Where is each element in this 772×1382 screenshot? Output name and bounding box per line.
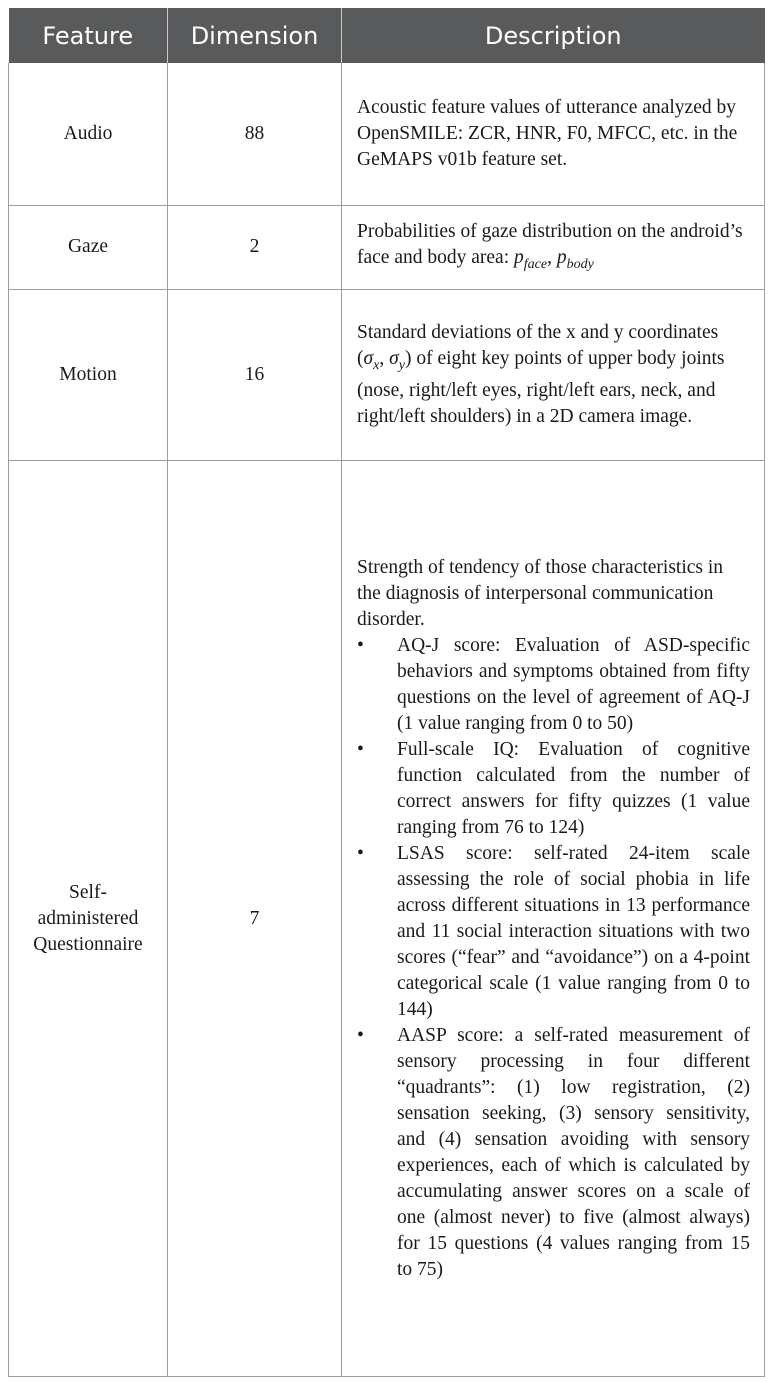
dimension-cell: 88 xyxy=(168,63,342,205)
feature-cell xyxy=(9,63,168,205)
math-subscript: y xyxy=(398,357,405,374)
description-cell xyxy=(342,461,765,1377)
header-feature: Feature xyxy=(9,8,168,63)
table-row xyxy=(9,63,765,205)
header-description: Description xyxy=(342,8,765,63)
math-subscript: face xyxy=(523,255,548,272)
description-cell xyxy=(342,63,765,205)
list-item: • AASP score: a self-rated measurement of sensory processing in four different “quadrants”: (1) low registration, (2) sensation seeking, (3) sensory sensitivity, and (4) sensation avoiding with sensory experiences, each of which is calculated by accumulating answer scores on a scale of one (almost never) to five (almost always) for 15 questions (4 values ranging from 15 to 75) xyxy=(357,1023,750,1283)
bullet-list xyxy=(357,633,750,1283)
description-intro: Strength of tendency of those characteristics in the diagnosis of interpersonal communication disorder. xyxy=(357,556,724,630)
header-dimension: Dimension xyxy=(168,8,342,63)
table-body xyxy=(9,63,765,1377)
description-cell xyxy=(342,205,765,290)
math-subscript: body xyxy=(566,255,594,272)
table-row xyxy=(9,461,765,1377)
math-separator: , xyxy=(547,246,557,268)
feature-name: Gaze xyxy=(67,236,109,258)
math-symbol: p xyxy=(556,246,567,268)
description-text: ) of eight key points of upper body joints (nose, right/left eyes, right/left ears, neck, and right/left shoulders) in a 2D camera image. xyxy=(357,348,725,428)
list-item: • AQ-J score: Evaluation of ASD-specific behaviors and symptoms obtained from fifty questions on the level of agreement of AQ-J (1 value ranging from 0 to 50) xyxy=(357,633,750,737)
list-item: • Full-scale IQ: Evaluation of cognitive function calculated from the number of correct answers for fifty quizzes (1 value ranging from 76 to 124) xyxy=(357,737,750,841)
description-cell xyxy=(342,290,765,461)
probability-notation xyxy=(514,246,594,272)
dimension-cell: 16 xyxy=(168,290,342,461)
math-symbol: σ xyxy=(389,348,399,370)
feature-cell xyxy=(9,205,168,290)
table-row xyxy=(9,290,765,461)
description-text: Acoustic feature values of utterance analyzed by OpenSMILE: ZCR, HNR, F0, MFCC, etc. in the GeMAPS v01b feature set. xyxy=(357,96,738,170)
feature-name: Motion xyxy=(59,364,117,386)
math-symbol: σ xyxy=(363,348,374,370)
feature-table xyxy=(8,8,765,1377)
description-text: Probabilities of gaze distribution on the android’s face and body area: xyxy=(357,220,743,268)
list-item: • LSAS score: self-rated 24-item scale assessing the role of social phobia in life across different situations in 13 performance and 11 social interaction situations with two scores (“fear” and “avoidance”) on a 4-point categorical scale (1 value ranging from 0 to 144) xyxy=(357,841,750,1023)
sigma-notation xyxy=(363,348,405,374)
feature-cell xyxy=(9,461,168,1377)
table-row xyxy=(9,205,765,290)
description-text: Standard deviations of the x and y coordinates ( xyxy=(357,322,719,370)
feature-name: Audio xyxy=(63,122,113,144)
feature-name: Self-administered Questionnaire xyxy=(33,881,143,955)
dimension-cell: 7 xyxy=(168,461,342,1377)
math-symbol: p xyxy=(514,246,524,268)
math-subscript: x xyxy=(373,357,380,374)
dimension-cell: 2 xyxy=(168,205,342,290)
feature-cell xyxy=(9,290,168,461)
math-separator: , xyxy=(379,348,390,370)
table-header xyxy=(9,8,765,63)
header-row xyxy=(9,8,765,63)
